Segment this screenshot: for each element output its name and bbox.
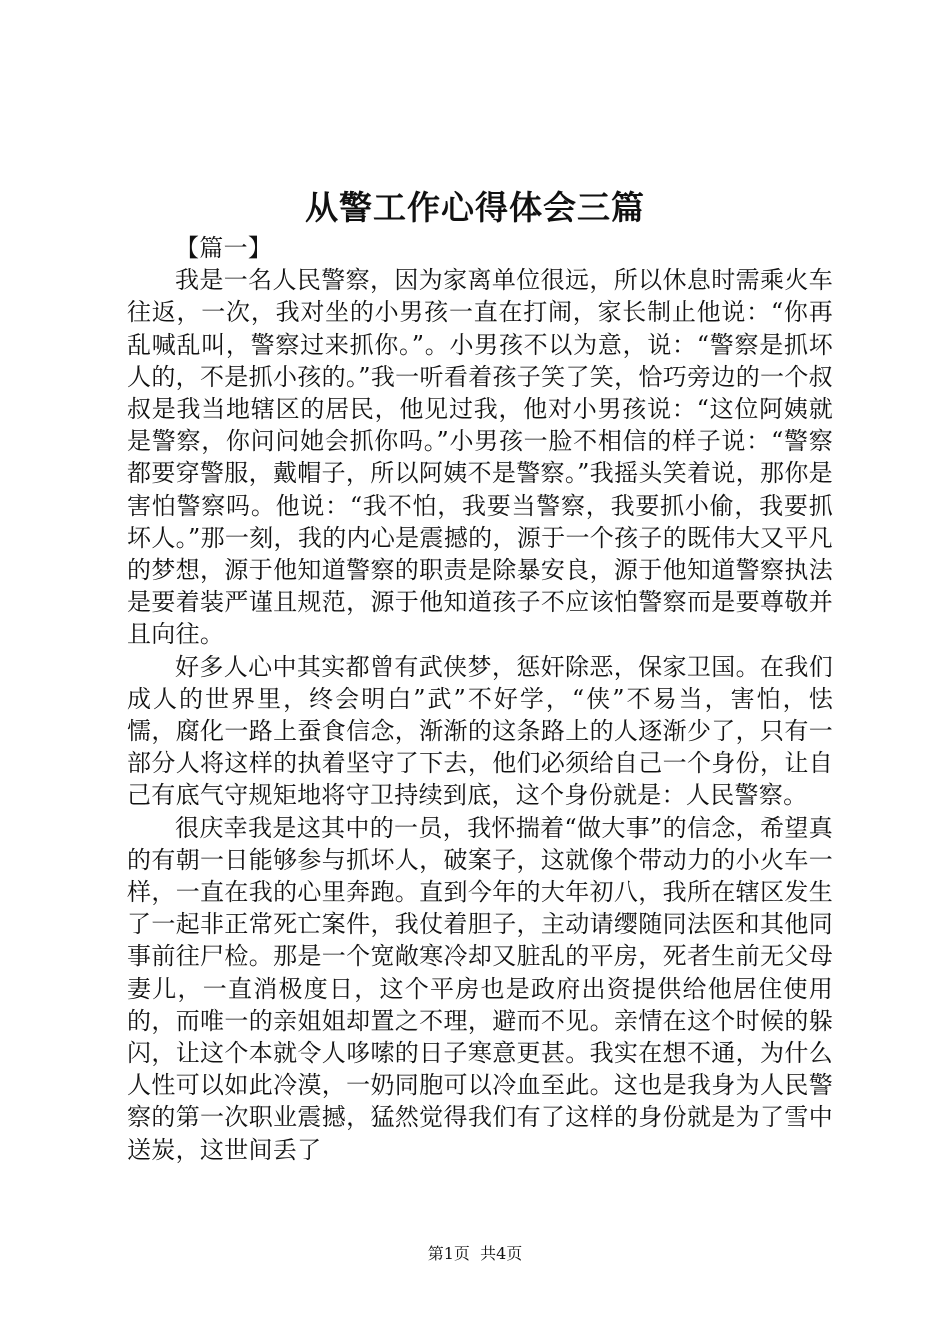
page-footer [0, 1243, 950, 1265]
section-heading: 【篇一】 [175, 234, 273, 262]
document-title: 从警工作心得体会三篇 [305, 188, 645, 227]
paragraph-2: 好多人心中其实都曾有武侠梦，惩奸除恶，保家卫国。在我们成人的世界里，终会明白”武”不好学，“侠”不易当，害怕，怯懦，腐化一路上蚕食信念，渐渐的这条路上的人逐渐少了，只有一部分人将这样的执着坚守了下去，他们必须给自己一个身份，让自己有底气守规矩地将守卫持续到底，这个身份就是：人民警察。 [127, 652, 833, 810]
document-body [127, 232, 833, 1166]
paragraph-1: 我是一名人民警察，因为家离单位很远，所以休息时需乘火车往返，一次，我对坐的小男孩一直在打闹，家长制止他说：“你再乱喊乱叫，警察过来抓你。”。小男孩不以为意，说：“警察是抓坏人的，不是抓小孩的。”我一听看着孩子笑了笑，恰巧旁边的一个叔叔是我当地辖区的居民，他见过我，他对小男孩说：“这位阿姨就是警察，你问问她会抓你吗。”小男孩一脸不相信的样子说：“警察都要穿警服，戴帽子，所以阿姨不是警察。”我摇头笑着说，那你是害怕警察吗。他说：“我不怕，我要当警察，我要抓小偷，我要抓坏人。”那一刻，我的内心是震撼的，源于一个孩子的既伟大又平凡的梦想，源于他知道警察的职责是除暴安良，源于他知道警察执法是要着装严谨且规范，源于他知道孩子不应该怕警察而是要尊敬并且向往。 [127, 266, 833, 649]
page-number-label: 第1页 共4页 [427, 1244, 523, 1263]
paragraph-3: 很庆幸我是这其中的一员，我怀揣着“做大事”的信念，希望真的有朝一日能够参与抓坏人，破案子，这就像个带动力的小火车一样，一直在我的心里奔跑。直到今年的大年初八，我所在辖区发生了一起非正常死亡案件，我仗着胆子，主动请缨随同法医和其他同事前往尸检。那是一个宽敞寒冷却又脏乱的平房，死者生前无父母妻儿，一直消极度日，这个平房也是政府出资提供给他居住使用的，而唯一的亲姐姐却置之不理，避而不见。亲情在这个时候的躲闪，让这个本就令人哆嗦的日子寒意更甚。我实在想不通，为什么人性可以如此冷漠，一奶同胞可以冷血至此。这也是我身为人民警察的第一次职业震撼，猛然觉得我们有了这样的身份就是为了雪中送炭，这世间丢了 [127, 813, 833, 1164]
